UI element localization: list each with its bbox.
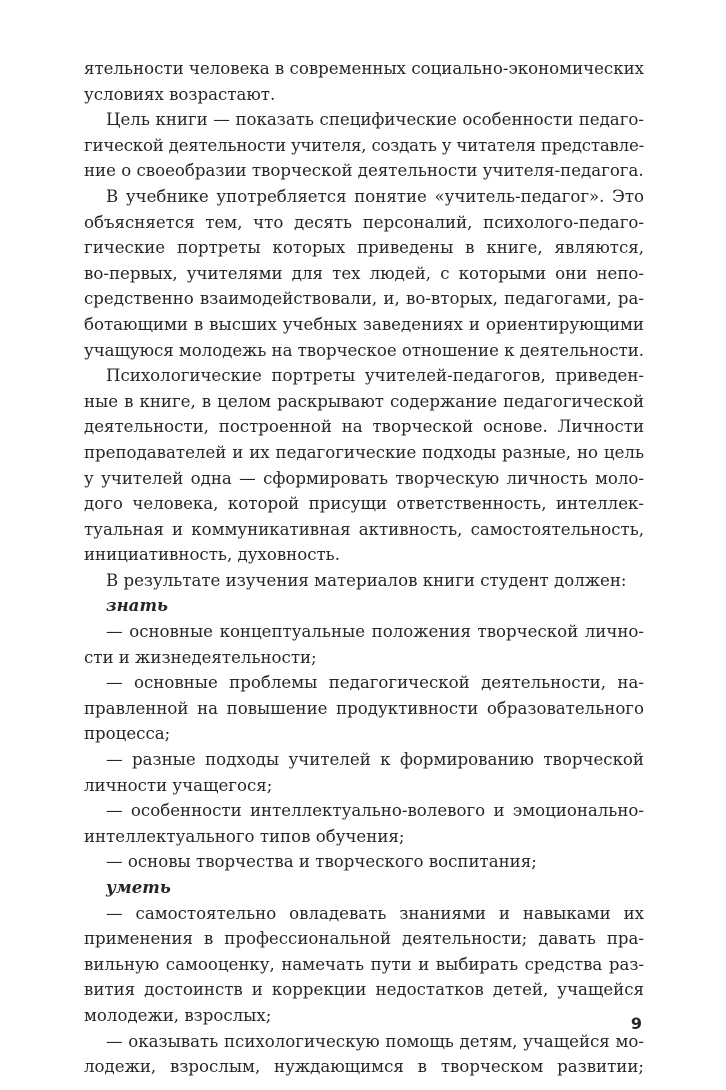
text-line: деятельности, построенной на творческой основе. Личности bbox=[84, 417, 644, 437]
text-line: средственно взаимодействовали, и, во-вторых, педагогами, ра- bbox=[84, 289, 644, 309]
text-line: Цель книги — показать специфические особенности педаго- bbox=[106, 110, 644, 130]
text-line: молодежи, взрослых; bbox=[84, 1005, 272, 1025]
text-line: вильную самооценку, намечать пути и выбирать средства раз- bbox=[84, 954, 644, 974]
text-line: — основные концептуальные положения творческой лично- bbox=[106, 622, 644, 642]
text-line: учащуюся молодежь на творческое отношение к деятельности. bbox=[84, 340, 645, 360]
text-line: В учебнике употребляется понятие «учитель-педагог». Это bbox=[106, 186, 644, 206]
text-line: ятельности человека в современных социально-экономических bbox=[84, 59, 644, 78]
text-line: интеллектуального типов обучения; bbox=[84, 826, 405, 846]
section-heading: уметь bbox=[106, 877, 171, 897]
text-line: — самостоятельно овладевать знаниями и навыками их bbox=[106, 903, 644, 923]
text-line: условиях возрастают. bbox=[84, 84, 276, 104]
text-line: — основы творчества и творческого воспитания; bbox=[106, 852, 537, 872]
text-line: у учителей одна — сформировать творческую личность моло- bbox=[84, 468, 644, 488]
section-heading: знать bbox=[106, 595, 168, 616]
text-line: лодежи, взрослым, нуждающимся в творческом развитии; bbox=[84, 1057, 644, 1077]
text-line: личности учащегося; bbox=[84, 775, 273, 795]
text-line: ние о своеобразии творческой деятельности учителя-педагога. bbox=[84, 161, 644, 181]
text-line: гические портреты которых приведены в книге, являются, bbox=[84, 238, 644, 258]
text-line: преподавателей и их педагогические подходы разные, но цель bbox=[84, 442, 644, 462]
text-line: вития достоинств и коррекции недостатков детей, учащейся bbox=[84, 980, 644, 1000]
text-line: применения в профессиональной деятельности; давать пра- bbox=[84, 929, 644, 949]
text-line: дого человека, которой присущи ответственность, интеллек- bbox=[84, 494, 644, 514]
text-line: гической деятельности учителя, создать у читателя представле- bbox=[84, 135, 645, 155]
text-line: ботающими в высших учебных заведениях и ориентирующими bbox=[84, 314, 644, 334]
text-line: Психологические портреты учителей-педагогов, приведен- bbox=[106, 366, 644, 386]
page-number: 9 bbox=[630, 1014, 642, 1033]
page-body-text bbox=[84, 56, 644, 1080]
text-line: сти и жизнедеятельности; bbox=[84, 647, 317, 667]
text-line: процесса; bbox=[84, 724, 171, 744]
text-line: инициативность, духовность. bbox=[84, 545, 340, 565]
text-line: — основные проблемы педагогической деятельности, на- bbox=[106, 673, 644, 693]
text-line: — особенности интеллектуально-волевого и эмоционально- bbox=[106, 801, 644, 821]
text-line: ные в книге, в целом раскрывают содержание педагогической bbox=[84, 391, 644, 411]
text-line: правленной на повышение продуктивности образовательного bbox=[84, 698, 644, 718]
text-line: В результате изучения материалов книги студент должен: bbox=[106, 570, 627, 590]
text-line: объясняется тем, что десять персоналий, психолого-педаго- bbox=[84, 212, 644, 232]
text-line: — разные подходы учителей к формированию творческой bbox=[106, 750, 644, 770]
text-line: туальная и коммуникативная активность, самостоятельность, bbox=[84, 519, 644, 539]
text-line: во-первых, учителями для тех людей, с которыми они непо- bbox=[84, 263, 644, 283]
text-line: — оказывать психологическую помощь детям, учащейся мо- bbox=[106, 1031, 644, 1051]
